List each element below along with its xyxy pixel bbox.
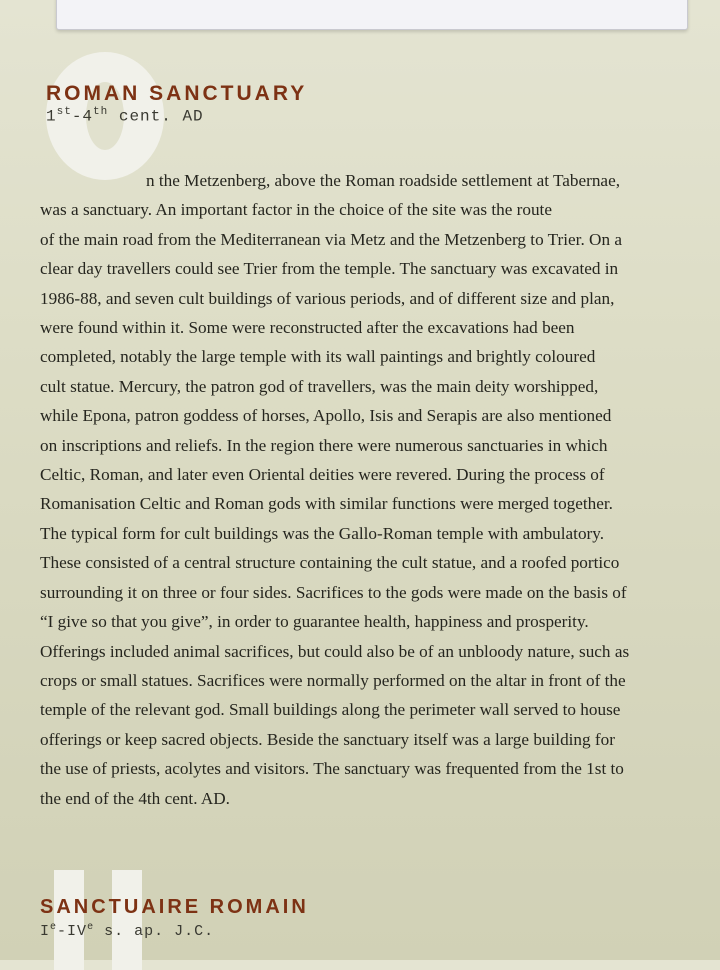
body-line: clear day travellers could see Trier from the temple. The sanctuary was excavated in bbox=[40, 259, 619, 279]
body-line: on inscriptions and reliefs. In the region there were numerous sanctuaries in which bbox=[40, 435, 608, 455]
body-line: while Epona, patron goddess of horses, Apollo, Isis and Serapis are also mentioned bbox=[40, 406, 612, 426]
body-line: of the main road from the Mediterranean via Metz and the Metzenberg to Trier. On a bbox=[40, 229, 622, 249]
drop-cap-u-stem-right bbox=[112, 870, 142, 970]
body-line: were found within it. Some were reconstructed after the excavations had been bbox=[40, 318, 575, 338]
posted-notice-panel bbox=[56, 0, 688, 30]
body-line: These consisted of a central structure containing the cult statue, and a roofed portico bbox=[40, 553, 620, 573]
section-title-fr: SANCTUAIRE ROMAIN bbox=[40, 896, 309, 918]
body-line: The typical form for cult buildings was the Gallo-Roman temple with ambulatory. bbox=[40, 523, 605, 543]
body-line: n the Metzenberg, above the Roman roadside settlement at Tabernae, bbox=[146, 171, 620, 190]
body-text-en bbox=[40, 166, 708, 813]
body-line: cult statue. Mercury, the patron god of travellers, was the main deity worshipped, bbox=[40, 376, 599, 396]
body-line: Celtic, Roman, and later even Oriental deities were revered. During the process of bbox=[40, 465, 605, 485]
body-line: Offerings included animal sacrifices, but could also be of an unbloody nature, such as bbox=[40, 641, 630, 661]
body-line: the use of priests, acolytes and visitors. The sanctuary was frequented from the 1st to bbox=[40, 759, 624, 779]
section-title-en: ROMAN SANCTUARY bbox=[46, 82, 308, 105]
body-line: offerings or keep sacred objects. Beside the sanctuary itself was a large building for bbox=[40, 729, 615, 749]
body-line: crops or small statues. Sacrifices were normally performed on the altar in front of the bbox=[40, 670, 626, 690]
body-line: the end of the 4th cent. AD. bbox=[40, 788, 230, 808]
body-line: 1986-88, and seven cult buildings of various periods, and of different size and plan, bbox=[40, 288, 615, 308]
body-line: temple of the relevant god. Small buildings along the perimeter wall served to house bbox=[40, 700, 621, 720]
body-line: surrounding it on three or four sides. Sacrifices to the gods were made on the basis of bbox=[40, 582, 627, 602]
body-line: was a sanctuary. An important factor in the choice of the site was the route bbox=[40, 200, 552, 220]
body-line: “I give so that you give”, in order to guarantee health, happiness and prosperity. bbox=[40, 612, 589, 632]
body-line: Romanisation Celtic and Roman gods with similar functions were merged together. bbox=[40, 494, 613, 514]
body-line: completed, notably the large temple with its wall paintings and brightly coloured bbox=[40, 347, 596, 367]
drop-cap-u-stem-left bbox=[54, 870, 84, 970]
section-dates-en: 1st-4th cent. AD bbox=[46, 106, 204, 126]
section-dates-fr: Ie-IVe s. ap. J.C. bbox=[40, 922, 215, 940]
